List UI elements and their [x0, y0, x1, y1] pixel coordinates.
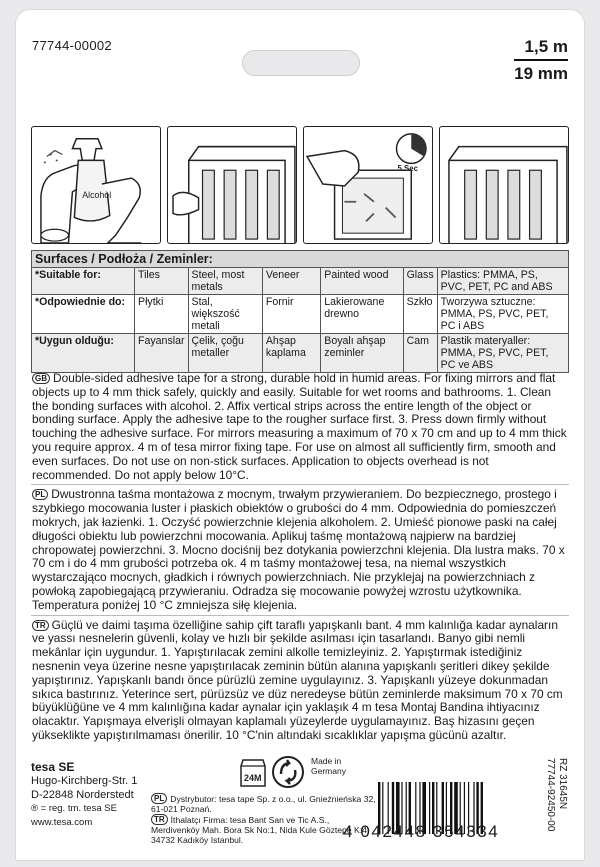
instruction-tr [31, 618, 569, 745]
hang-hole [242, 50, 360, 76]
step-2-apply-strips-illustration [167, 126, 297, 244]
city: D-22848 Norderstedt [31, 789, 134, 801]
surface-cell: Plastics: PMMA, PS, PVC, PET, PC and ABS [437, 268, 568, 295]
distributor-pl-text: Dystrybutor: tesa tape Sp. z o.o., ul. Gnieźnieńska 32, 61-021 Poznań. [151, 794, 376, 814]
surface-cell: Ahşap kaplama [262, 334, 320, 373]
company-name: tesa SE [31, 760, 75, 774]
instruction-gb [31, 371, 569, 485]
surface-cell: Steel, most metals [188, 268, 262, 295]
surfaces-table [31, 250, 569, 373]
surface-cell: Stal, większość metali [188, 295, 262, 334]
surface-cell: Veneer [262, 268, 320, 295]
timer-label: 5 Sec [397, 164, 419, 174]
surface-cell: Cam [403, 334, 437, 373]
surface-cell: Çelik, çoğu metaller [188, 334, 262, 373]
surface-cell: Płytki [135, 295, 189, 334]
vertical-code-2: RZ 31645N [557, 758, 568, 810]
language-tag: PL [151, 793, 167, 804]
row-label: *Suitable for: [32, 268, 135, 295]
vertical-codes [545, 758, 568, 840]
language-tag: GB [32, 373, 50, 384]
article-code: 77744-00002 [32, 38, 112, 53]
manufacturer-address [31, 760, 137, 830]
surface-cell: Tiles [135, 268, 189, 295]
surfaces-row-pl [32, 295, 569, 334]
row-label: *Uygun olduğu: [32, 334, 135, 373]
mirror-mounted-icon [440, 127, 568, 243]
made-in-label: Made in Germany [311, 756, 346, 776]
language-tag: PL [32, 489, 48, 500]
instruction-pl [31, 487, 569, 615]
surface-cell: Szkło [403, 295, 437, 334]
vertical-code-1: 77744-92450-00 [545, 758, 556, 832]
step-1-clean-illustration [31, 126, 161, 244]
instruction-text: Double-sided adhesive tape for a strong, durable hold in humid areas. For fixing mirrors and flat objects up to 4 mm thick safely, quickly and easily. Suitable for wet rooms and bathrooms. 1. Clean the bonding surfaces with alcohol. 2. Affix vertical strips across the entire length of the object or bonding surface. Apply the adhesive tape to the rougher surface first. 3. Press down firmly without touching the adhesive surface. For mirrors measuring a maximum of 70 x 70 cm and up to 4 mm thick you require approx. 4 m of tesa mirror fixing tape. For use on almost all sufficiently firm, smooth and even surfaces. Do not use on non-stick surfaces. Application to objects overhead is not recommended. Do not apply below 10°C. [32, 371, 567, 482]
surfaces-row-en [32, 268, 569, 295]
shelf-life-label: 24M [244, 773, 262, 783]
step-4-result-illustration [439, 126, 569, 244]
step-3-press-illustration [303, 126, 433, 244]
barcode-number: 4 042448 354334 [343, 822, 500, 841]
tape-width: 19 mm [514, 64, 568, 83]
website: www.tesa.com [31, 817, 93, 828]
surfaces-title: Surfaces / Podłoża / Zeminler: [32, 251, 569, 268]
surface-cell: Fornir [262, 295, 320, 334]
instructions [31, 371, 569, 747]
surface-cell: Painted wood [321, 268, 403, 295]
distributor-tr-text: İthalatçı Firma: tesa Bant San ve Tic A.S., Merdivenköy Mah. Bora Sk No:1, Nida Kule Göztepe K:4, 34732 Kadıköy Istanbul. [151, 815, 370, 845]
symbol-icons [237, 752, 377, 797]
surface-cell: Glass [403, 268, 437, 295]
footer [31, 752, 569, 852]
language-tag: TR [151, 814, 168, 825]
instruction-steps [31, 126, 569, 244]
apply-strips-icon [168, 127, 296, 243]
product-dimensions [514, 36, 568, 84]
clean-with-alcohol-icon [32, 127, 160, 243]
surface-cell: Fayanslar [135, 334, 189, 373]
trademark-note: ® = reg. tm. tesa SE [31, 803, 117, 814]
surface-cell: Tworzywa sztuczne: PMMA, PS, PVC, PET, PC i ABS [437, 295, 568, 334]
instruction-text: Dwustronna taśma montażowa z mocnym, trwałym przywieraniem. Do bezpiecznego, prostego i szybkiego mocowania luster i płaskich obiektów o grubości do 4 mm. Odpowiednia do pomieszczeń mokrych, jak łazienki. 1. Oczyść powierzchnie klejenia alkoholem. 2. Umieść pionowe paski na całej długości obiektu lub powierzchni mocowania. Aplikuj taśmę montażową najpierw na bardziej chropowatej powierzchni. 3. Mocno dociśnij bez dotykania powierzchni klejenia. Dla lustra maks. 70 x 70 cm i do 4 mm grubości potrzeba ok. 4 m taśmy montażowej tesa, na niemal wszystkich wystarczająco mocnych, gładkich i równych powierzchniach. Nie przyklejaj na powierzchniach z powłoką zapobiegającą przywieraniu. Odradza się mocowanie powyżej wzrostu użytkownika. Temperatura poniżej 10 °C zmniejsza siłę klejenia. [32, 487, 565, 612]
alcohol-label: Alcohol [82, 189, 112, 200]
language-tag: TR [32, 620, 49, 631]
dimension-divider [514, 59, 568, 61]
street: Hugo-Kirchberg-Str. 1 [31, 775, 138, 787]
distributor-pl [151, 793, 379, 814]
row-label: *Odpowiednie do: [32, 295, 135, 334]
surface-cell: Boyalı ahşap zeminler [321, 334, 403, 373]
surface-cell: Plastik materyaller: PMMA, PS, PVC, PET, PC ve ABS [437, 334, 568, 373]
tape-length: 1,5 m [524, 37, 568, 56]
surface-cell: Lakierowane drewno [321, 295, 403, 334]
surfaces-row-tr [32, 334, 569, 373]
instruction-text: Güçlü ve daimi taşıma özelliğine sahip çift taraflı yapışkanlı bant. 4 mm kalınlığa kadar aynaların ve yassı nesnelerin güvenli, kolay ve hızlı bir şekilde asılması için tasarlandı. Banyo gibi nemli mekânlar için uygundur. 1. Yapıştırılacak zemini alkolle temizleyiniz. 2. Yapıştırmak istediğiniz nesnenin veya üzerine nesne yapıştırılacak zeminin bütün alanına yapışkanlı şeritleri dikey şekilde yapıştırınız. Yapışkanlı bandı önce pürüzlü zemine uygulayınız. 3. Yapışkanlı yüzeye dokunmadan sıkıca bastırınız. Yeterince sert, pürüzsüz ve düz neredeyse bütün zeminlerde maksimum 70 x 70 cm büyüklüğüne ve 4 mm kalınlığına kadar aynalar için yaklaşık 4 m tesa Montaj Bandina ihtiyacınız olacaktır. Yapışmaya elverişli olmayan kaplamalı yüzeylerde uygulamayınız. Baş hizasını geçen yükseklikte yapıştırılmaması önerilir. 10 °C'nin altındaki sıcaklıklar yapışma gücünü azaltır. [32, 617, 563, 742]
press-firmly-icon [304, 127, 432, 243]
